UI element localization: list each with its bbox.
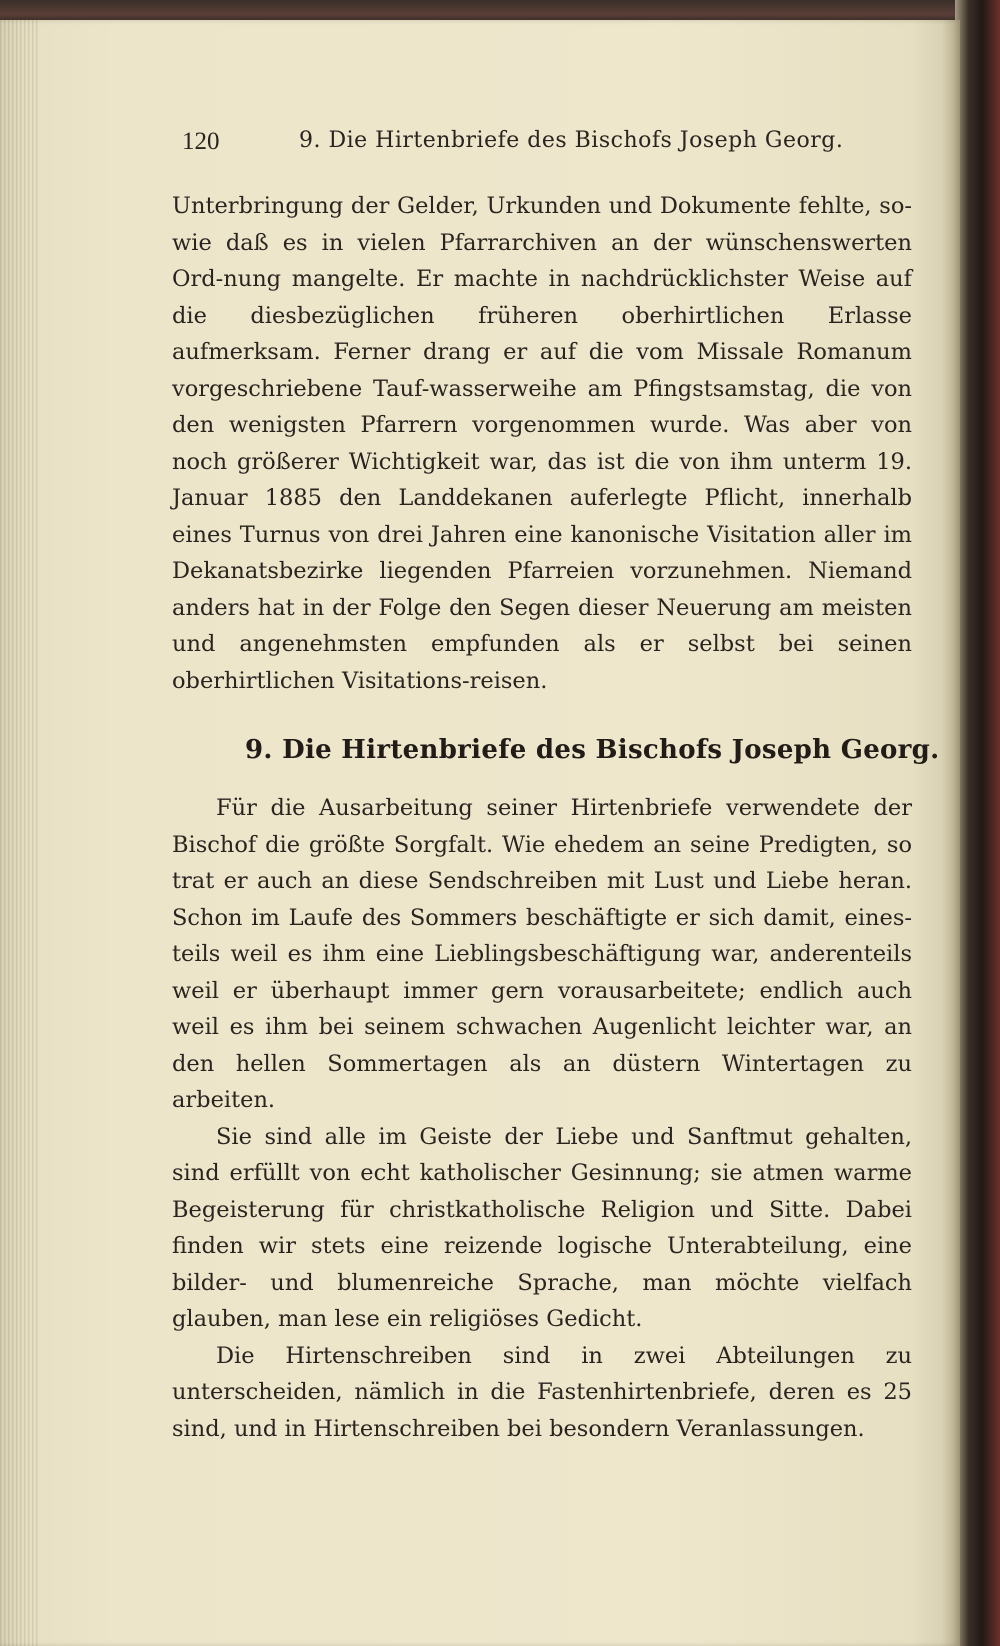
page-edge-shade	[942, 20, 960, 1646]
paragraph: Unterbringung der Gelder, Urkunden und Dokumente fehlte, so-wie daß es in vielen Pfarrarchiven an der wünschenswerten Ord-nung mangelte. Er machte in nachdrücklichster Weise auf die diesbezüglichen früheren oberhirtlichen Erlasse aufmerksam. Ferner drang er auf die vom Missale Romanum vorgeschriebene Tauf-wasserweihe am Pfingstsamstag, die von den wenigsten Pfarrern vorgenommen wurde. Was aber von noch größerer Wichtigkeit war, das ist die von ihm unterm 19. Januar 1885 den Landdekanen auferlegte Pflicht, innerhalb eines Turnus von drei Jahren eine kanonische Visitation aller im Dekanatsbezirke liegenden Pfarreien vorzunehmen. Niemand anders hat in der Folge den Segen dieser Neuerung am meisten und angenehmsten empfunden als er selbst bei seinen oberhirtlichen Visitations-reisen.	[172, 193, 912, 694]
section-body-text	[172, 790, 912, 1447]
paragraph: Für die Ausarbeitung seiner Hirtenbriefe verwendete der Bischof die größte Sorgfalt. Wie ehedem an seine Predigten, so trat er auch an diese Sendschreiben mit Lust und Liebe heran. Schon im Laufe des Sommers beschäftigte er sich damit, eines-teils weil es ihm eine Lieblingsbeschäftigung war, anderenteils weil er überhaupt immer gern vorausarbeitete; endlich auch weil es ihm bei seinem schwachen Augenlicht leichter war, an den hellen Sommertagen als an düstern Wintertagen zu arbeiten.	[172, 795, 912, 1113]
paragraph: Die Hirtenschreiben sind in zwei Abteilungen zu unterscheiden, nämlich in die Fastenhirtenbriefe, deren es 25 sind, und in Hirtenschreiben bei besondern Veranlassungen.	[172, 1342, 912, 1442]
running-title: 9. Die Hirtenbriefe des Bischofs Joseph Georg.	[299, 128, 844, 153]
body-text-before-section	[172, 188, 912, 699]
paragraph: Sie sind alle im Geiste der Liebe und Sanftmut gehalten, sind erfüllt von echt katholischer Gesinnung; sie atmen warme Begeisterung für christkatholische Religion und Sitte. Dabei finden wir stets eine reizende logische Unterabteilung, eine bilder- und blumenreiche Sprache, man möchte vielfach glauben, man lese ein religiöses Gedicht.	[172, 1123, 912, 1332]
section-heading: 9. Die Hirtenbriefe des Bischofs Joseph Georg.	[245, 735, 940, 765]
page-gutter	[0, 20, 40, 1646]
page-number: 120	[182, 128, 220, 155]
book-binding-edge	[955, 0, 1000, 1646]
page-header	[182, 128, 902, 168]
